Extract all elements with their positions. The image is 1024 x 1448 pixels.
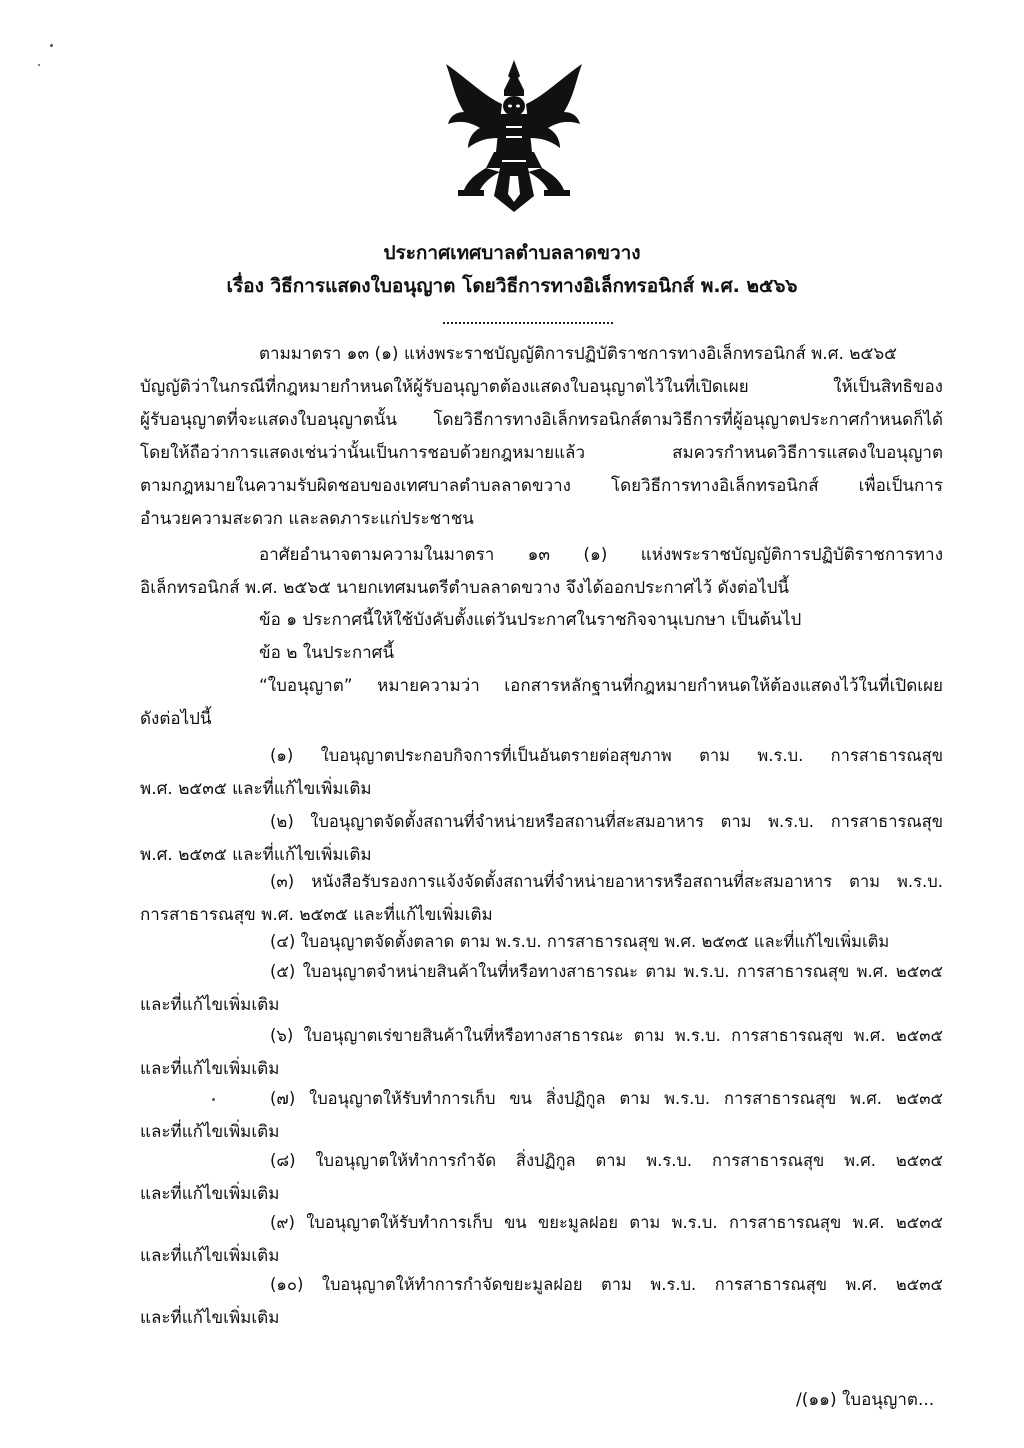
list-item-cont: และที่แก้ไขเพิ่มเติม [140, 995, 280, 1015]
list-item: (๑๐) ใบอนุญาตให้ทำการกำจัดขยะมูลฝอย ตาม พ.ร.บ. การสาธารณสุข พ.ศ. ๒๕๓๕ [270, 1275, 943, 1294]
continuation-note: /(๑๑) ใบอนุญาต... [796, 1390, 935, 1410]
preamble-line: อำนวยความสะดวก และลดภาระแก่ประชาชน [140, 509, 474, 529]
list-item: (๔) ใบอนุญาตจัดตั้งตลาด ตาม พ.ร.บ. การสาธารณสุข พ.ศ. ๒๕๓๕ และที่แก้ไขเพิ่มเติม [270, 932, 890, 951]
definition-line: ดังต่อไปนี้ [140, 709, 212, 729]
authority-line: อาศัยอำนาจตามความในมาตรา ๑๓ (๑) แห่งพระราชบัญญัติการปฏิบัติราชการทาง [259, 545, 943, 565]
list-item: (๕) ใบอนุญาตจำหน่ายสินค้าในที่หรือทางสาธารณะ ตาม พ.ร.บ. การสาธารณสุข พ.ศ. ๒๕๓๕ [270, 962, 943, 981]
list-item: (๒) ใบอนุญาตจัดตั้งสถานที่จำหน่ายหรือสถานที่สะสมอาหาร ตาม พ.ร.บ. การสาธารณสุข [270, 812, 943, 831]
list-item: (๓) หนังสือรับรองการแจ้งจัดตั้งสถานที่จำหน่ายอาหารหรือสถานที่สะสมอาหาร ตาม พ.ร.บ. [270, 872, 943, 891]
clause-2: ข้อ ๒ ในประกาศนี้ [259, 643, 395, 663]
list-item-cont: และที่แก้ไขเพิ่มเติม [140, 1184, 280, 1204]
list-item-cont: พ.ศ. ๒๕๓๕ และที่แก้ไขเพิ่มเติม [140, 845, 372, 865]
list-item-cont: การสาธารณสุข พ.ศ. ๒๕๓๕ และที่แก้ไขเพิ่มเติม [140, 905, 493, 925]
document-subject: เรื่อง วิธีการแสดงใบอนุญาต โดยวิธีการทางอิเล็กทรอนิกส์ พ.ศ. ๒๕๖๖ [226, 275, 798, 297]
list-item-cont: และที่แก้ไขเพิ่มเติม [140, 1308, 280, 1328]
title-separator [443, 322, 613, 324]
preamble-line: ตามกฎหมายในความรับผิดชอบของเทศบาลตำบลลาดขวาง โดยวิธีการทางอิเล็กทรอนิกส์ เพื่อเป็นการ [140, 476, 943, 496]
list-item: (๘) ใบอนุญาตให้ทำการกำจัด สิ่งปฏิกูล ตาม พ.ร.บ. การสาธารณสุข พ.ศ. ๒๕๓๕ [270, 1151, 943, 1170]
preamble-line: ตามมาตรา ๑๓ (๑) แห่งพระราชบัญญัติการปฏิบัติราชการทางอิเล็กทรอนิกส์ พ.ศ. ๒๕๖๕ [259, 344, 898, 364]
clause-1: ข้อ ๑ ประกาศนี้ให้ใช้บังคับตั้งแต่วันประกาศในราชกิจจานุเบกษา เป็นต้นไป [259, 610, 802, 630]
preamble-line: บัญญัติว่าในกรณีที่กฎหมายกำหนดให้ผู้รับอนุญาตต้องแสดงใบอนุญาตไว้ในที่เปิดเผย ให้เป็นสิทธิของ [140, 377, 943, 397]
list-item-cont: และที่แก้ไขเพิ่มเติม [140, 1059, 280, 1079]
scan-speck [38, 64, 40, 66]
list-item-cont: และที่แก้ไขเพิ่มเติม [140, 1122, 280, 1142]
list-item: (๖) ใบอนุญาตเร่ขายสินค้าในที่หรือทางสาธารณะ ตาม พ.ร.บ. การสาธารณสุข พ.ศ. ๒๕๓๕ [270, 1026, 943, 1045]
list-item-cont: และที่แก้ไขเพิ่มเติม [140, 1246, 280, 1266]
page-title: ประกาศเทศบาลตำบลลาดขวาง [383, 242, 641, 264]
scan-speck [50, 44, 53, 47]
list-item: (๙) ใบอนุญาตให้รับทำการเก็บ ขน ขยะมูลฝอย ตาม พ.ร.บ. การสาธารณสุข พ.ศ. ๒๕๓๕ [270, 1213, 943, 1232]
preamble-line: ผู้รับอนุญาตที่จะแสดงใบอนุญาตนั้น โดยวิธีการทางอิเล็กทรอนิกส์ตามวิธีการที่ผู้อนุญาตประกาศกำหนดก็ได้ [140, 410, 943, 430]
list-item: (๑) ใบอนุญาตประกอบกิจการที่เป็นอันตรายต่อสุขภาพ ตาม พ.ร.บ. การสาธารณสุข [270, 746, 943, 765]
scan-speck [212, 1098, 215, 1101]
preamble-line: โดยให้ถือว่าการแสดงเช่นว่านั้นเป็นการชอบด้วยกฎหมายแล้ว สมควรกำหนดวิธีการแสดงใบอนุญาต [140, 443, 943, 463]
garuda-emblem-icon [434, 56, 594, 216]
list-item-cont: พ.ศ. ๒๕๓๕ และที่แก้ไขเพิ่มเติม [140, 779, 372, 799]
authority-line: อิเล็กทรอนิกส์ พ.ศ. ๒๕๖๕ นายกเทศมนตรีตำบลลาดขวาง จึงได้ออกประกาศไว้ ดังต่อไปนี้ [140, 578, 790, 598]
definition-line: “ใบอนุญาต” หมายความว่า เอกสารหลักฐานที่กฎหมายกำหนดให้ต้องแสดงไว้ในที่เปิดเผย [259, 676, 943, 696]
list-item: (๗) ใบอนุญาตให้รับทำการเก็บ ขน สิ่งปฏิกูล ตาม พ.ร.บ. การสาธารณสุข พ.ศ. ๒๕๓๕ [270, 1089, 943, 1108]
